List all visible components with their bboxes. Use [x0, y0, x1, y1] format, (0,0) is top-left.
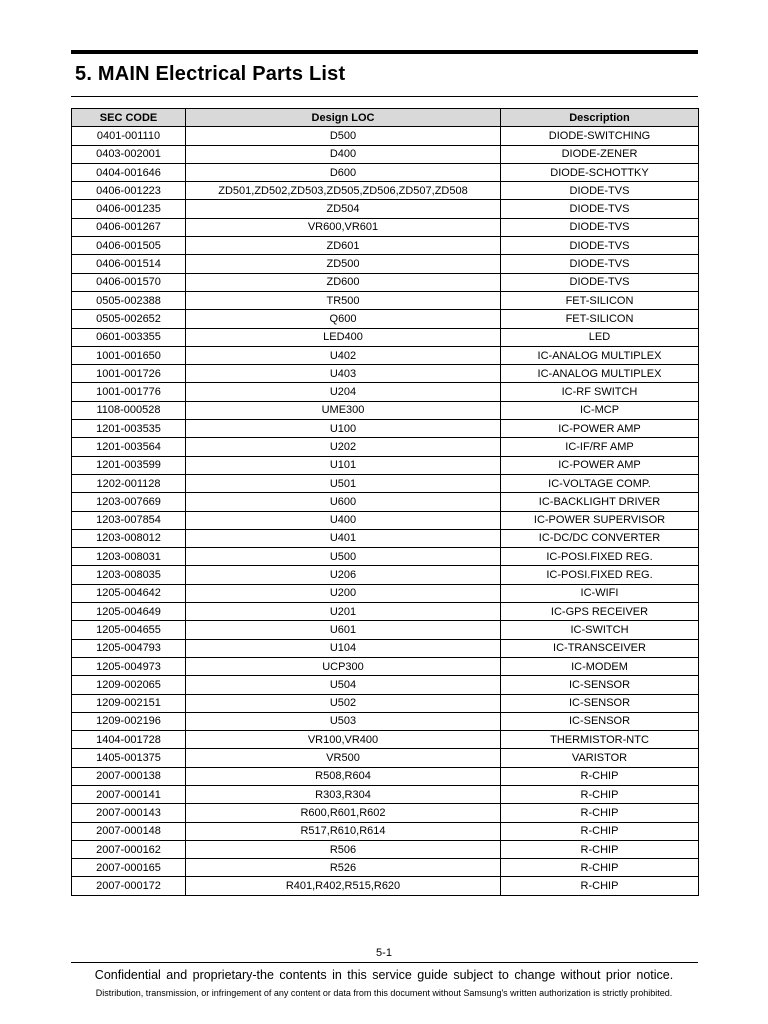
- design-loc-cell: U202: [186, 438, 501, 456]
- sec-code-cell: 0406-001267: [72, 218, 186, 236]
- table-row: [72, 712, 699, 730]
- description-cell: IC-BACKLIGHT DRIVER: [501, 493, 699, 511]
- description-cell: R-CHIP: [501, 877, 699, 895]
- sec-code-cell: 0406-001570: [72, 273, 186, 291]
- design-loc-cell: U601: [186, 621, 501, 639]
- description-cell: R-CHIP: [501, 767, 699, 785]
- table-row: [72, 859, 699, 877]
- design-loc-cell: ZD500: [186, 255, 501, 273]
- design-loc-cell: R303,R304: [186, 785, 501, 803]
- design-loc-cell: ZD600: [186, 273, 501, 291]
- design-loc-cell: U600: [186, 493, 501, 511]
- description-cell: IC-POWER SUPERVISOR: [501, 511, 699, 529]
- table-row: [72, 621, 699, 639]
- description-cell: IC-ANALOG MULTIPLEX: [501, 346, 699, 364]
- footer-rule: [71, 962, 698, 963]
- header-design-loc: Design LOC: [186, 109, 501, 127]
- design-loc-cell: U206: [186, 566, 501, 584]
- sec-code-cell: 1203-008035: [72, 566, 186, 584]
- table-row: [72, 255, 699, 273]
- table-row: [72, 218, 699, 236]
- table-row: [72, 200, 699, 218]
- design-loc-cell: U500: [186, 548, 501, 566]
- table-row: [72, 767, 699, 785]
- table-row: [72, 877, 699, 895]
- table-row: [72, 584, 699, 602]
- page-number: 5-1: [376, 947, 392, 959]
- sec-code-cell: 1205-004649: [72, 603, 186, 621]
- description-cell: IC-SWITCH: [501, 621, 699, 639]
- sec-code-cell: 1201-003599: [72, 456, 186, 474]
- sec-code-cell: 2007-000172: [72, 877, 186, 895]
- page-title: 5. MAIN Electrical Parts List: [75, 63, 346, 85]
- description-cell: IC-RF SWITCH: [501, 383, 699, 401]
- design-loc-cell: R600,R601,R602: [186, 804, 501, 822]
- design-loc-cell: D400: [186, 145, 501, 163]
- design-loc-cell: U503: [186, 712, 501, 730]
- table-row: [72, 694, 699, 712]
- design-loc-cell: ZD601: [186, 237, 501, 255]
- design-loc-cell: U100: [186, 420, 501, 438]
- table-row: [72, 731, 699, 749]
- table-row: [72, 785, 699, 803]
- description-cell: IC-SENSOR: [501, 712, 699, 730]
- sec-code-cell: 2007-000138: [72, 767, 186, 785]
- sec-code-cell: 2007-000143: [72, 804, 186, 822]
- description-cell: LED: [501, 328, 699, 346]
- confidential-notice: Confidential and proprietary-the contents in this service guide subject to change without prior notice.: [94, 968, 674, 982]
- table-row: [72, 639, 699, 657]
- description-cell: R-CHIP: [501, 785, 699, 803]
- description-cell: R-CHIP: [501, 822, 699, 840]
- sec-code-cell: 1205-004973: [72, 657, 186, 675]
- table-row: [72, 493, 699, 511]
- description-cell: DIODE-TVS: [501, 255, 699, 273]
- design-loc-cell: U201: [186, 603, 501, 621]
- design-loc-cell: VR500: [186, 749, 501, 767]
- sec-code-cell: 1202-001128: [72, 474, 186, 492]
- sec-code-cell: 1108-000528: [72, 401, 186, 419]
- description-cell: DIODE-TVS: [501, 200, 699, 218]
- parts-table: [71, 108, 699, 896]
- description-cell: R-CHIP: [501, 840, 699, 858]
- design-loc-cell: U101: [186, 456, 501, 474]
- design-loc-cell: Q600: [186, 310, 501, 328]
- description-cell: IC-SENSOR: [501, 676, 699, 694]
- sec-code-cell: 1001-001726: [72, 365, 186, 383]
- design-loc-cell: U504: [186, 676, 501, 694]
- table-row: [72, 127, 699, 145]
- sec-code-cell: 0406-001235: [72, 200, 186, 218]
- sec-code-cell: 0406-001514: [72, 255, 186, 273]
- description-cell: DIODE-TVS: [501, 237, 699, 255]
- sec-code-cell: 1404-001728: [72, 731, 186, 749]
- table-row: [72, 840, 699, 858]
- sec-code-cell: 1001-001650: [72, 346, 186, 364]
- table-row: [72, 365, 699, 383]
- description-cell: IC-IF/RF AMP: [501, 438, 699, 456]
- table-row: [72, 163, 699, 181]
- sec-code-cell: 1203-008012: [72, 529, 186, 547]
- table-row: [72, 456, 699, 474]
- description-cell: DIODE-TVS: [501, 273, 699, 291]
- description-cell: R-CHIP: [501, 859, 699, 877]
- table-row: [72, 383, 699, 401]
- design-loc-cell: U400: [186, 511, 501, 529]
- table-row: [72, 401, 699, 419]
- sec-code-cell: 2007-000162: [72, 840, 186, 858]
- description-cell: DIODE-SCHOTTKY: [501, 163, 699, 181]
- table-row: [72, 273, 699, 291]
- table-row: [72, 822, 699, 840]
- description-cell: IC-POSI.FIXED REG.: [501, 566, 699, 584]
- table-row: [72, 657, 699, 675]
- description-cell: DIODE-TVS: [501, 218, 699, 236]
- sec-code-cell: 2007-000141: [72, 785, 186, 803]
- sec-code-cell: 0401-001110: [72, 127, 186, 145]
- table-row: [72, 328, 699, 346]
- sec-code-cell: 0404-001646: [72, 163, 186, 181]
- design-loc-cell: R508,R604: [186, 767, 501, 785]
- description-cell: IC-VOLTAGE COMP.: [501, 474, 699, 492]
- description-cell: DIODE-TVS: [501, 182, 699, 200]
- description-cell: FET-SILICON: [501, 310, 699, 328]
- sec-code-cell: 1205-004793: [72, 639, 186, 657]
- design-loc-cell: TR500: [186, 291, 501, 309]
- design-loc-cell: ZD501,ZD502,ZD503,ZD505,ZD506,ZD507,ZD508: [186, 182, 501, 200]
- sec-code-cell: 1205-004642: [72, 584, 186, 602]
- description-cell: FET-SILICON: [501, 291, 699, 309]
- description-cell: IC-DC/DC CONVERTER: [501, 529, 699, 547]
- table-row: [72, 145, 699, 163]
- design-loc-cell: VR100,VR400: [186, 731, 501, 749]
- description-cell: THERMISTOR-NTC: [501, 731, 699, 749]
- sec-code-cell: 0406-001223: [72, 182, 186, 200]
- title-rule: [71, 96, 698, 97]
- design-loc-cell: D600: [186, 163, 501, 181]
- sec-code-cell: 1201-003564: [72, 438, 186, 456]
- sec-code-cell: 1209-002151: [72, 694, 186, 712]
- table-row: [72, 529, 699, 547]
- table-row: [72, 310, 699, 328]
- description-cell: IC-MCP: [501, 401, 699, 419]
- design-loc-cell: VR600,VR601: [186, 218, 501, 236]
- sec-code-cell: 1201-003535: [72, 420, 186, 438]
- design-loc-cell: LED400: [186, 328, 501, 346]
- design-loc-cell: U402: [186, 346, 501, 364]
- table-row: [72, 420, 699, 438]
- description-cell: IC-SENSOR: [501, 694, 699, 712]
- sec-code-cell: 1209-002065: [72, 676, 186, 694]
- design-loc-cell: D500: [186, 127, 501, 145]
- distribution-notice: Distribution, transmission, or infringement of any content or data from this document without Samsung's written authorization is strictly prohibited.: [95, 988, 673, 998]
- header-sec-code: SEC CODE: [72, 109, 186, 127]
- description-cell: VARISTOR: [501, 749, 699, 767]
- sec-code-cell: 1205-004655: [72, 621, 186, 639]
- design-loc-cell: ZD504: [186, 200, 501, 218]
- sec-code-cell: 1001-001776: [72, 383, 186, 401]
- description-cell: R-CHIP: [501, 804, 699, 822]
- design-loc-cell: R517,R610,R614: [186, 822, 501, 840]
- table-row: [72, 182, 699, 200]
- description-cell: DIODE-SWITCHING: [501, 127, 699, 145]
- design-loc-cell: R526: [186, 859, 501, 877]
- description-cell: IC-TRANSCEIVER: [501, 639, 699, 657]
- description-cell: IC-ANALOG MULTIPLEX: [501, 365, 699, 383]
- sec-code-cell: 1209-002196: [72, 712, 186, 730]
- header-description: Description: [501, 109, 699, 127]
- table-row: [72, 291, 699, 309]
- description-cell: IC-POWER AMP: [501, 420, 699, 438]
- sec-code-cell: 2007-000148: [72, 822, 186, 840]
- table-row: [72, 804, 699, 822]
- table-row: [72, 237, 699, 255]
- design-loc-cell: U502: [186, 694, 501, 712]
- sec-code-cell: 0505-002388: [72, 291, 186, 309]
- sec-code-cell: 0601-003355: [72, 328, 186, 346]
- sec-code-cell: 2007-000165: [72, 859, 186, 877]
- design-loc-cell: R506: [186, 840, 501, 858]
- table-row: [72, 346, 699, 364]
- table-header-row: [72, 109, 699, 127]
- description-cell: IC-POWER AMP: [501, 456, 699, 474]
- table-row: [72, 603, 699, 621]
- sec-code-cell: 0406-001505: [72, 237, 186, 255]
- design-loc-cell: U401: [186, 529, 501, 547]
- design-loc-cell: R401,R402,R515,R620: [186, 877, 501, 895]
- design-loc-cell: U501: [186, 474, 501, 492]
- table-row: [72, 548, 699, 566]
- table-row: [72, 474, 699, 492]
- description-cell: DIODE-ZENER: [501, 145, 699, 163]
- description-cell: IC-WIFI: [501, 584, 699, 602]
- design-loc-cell: U104: [186, 639, 501, 657]
- sec-code-cell: 0403-002001: [72, 145, 186, 163]
- sec-code-cell: 0505-002652: [72, 310, 186, 328]
- sec-code-cell: 1203-007669: [72, 493, 186, 511]
- design-loc-cell: UME300: [186, 401, 501, 419]
- description-cell: IC-POSI.FIXED REG.: [501, 548, 699, 566]
- sec-code-cell: 1405-001375: [72, 749, 186, 767]
- table-row: [72, 749, 699, 767]
- table-row: [72, 566, 699, 584]
- design-loc-cell: U200: [186, 584, 501, 602]
- table-row: [72, 438, 699, 456]
- description-cell: IC-GPS RECEIVER: [501, 603, 699, 621]
- description-cell: IC-MODEM: [501, 657, 699, 675]
- table-row: [72, 676, 699, 694]
- sec-code-cell: 1203-007854: [72, 511, 186, 529]
- table-body: [72, 127, 699, 895]
- design-loc-cell: U403: [186, 365, 501, 383]
- design-loc-cell: UCP300: [186, 657, 501, 675]
- top-rule: [71, 50, 698, 54]
- table-row: [72, 511, 699, 529]
- design-loc-cell: U204: [186, 383, 501, 401]
- sec-code-cell: 1203-008031: [72, 548, 186, 566]
